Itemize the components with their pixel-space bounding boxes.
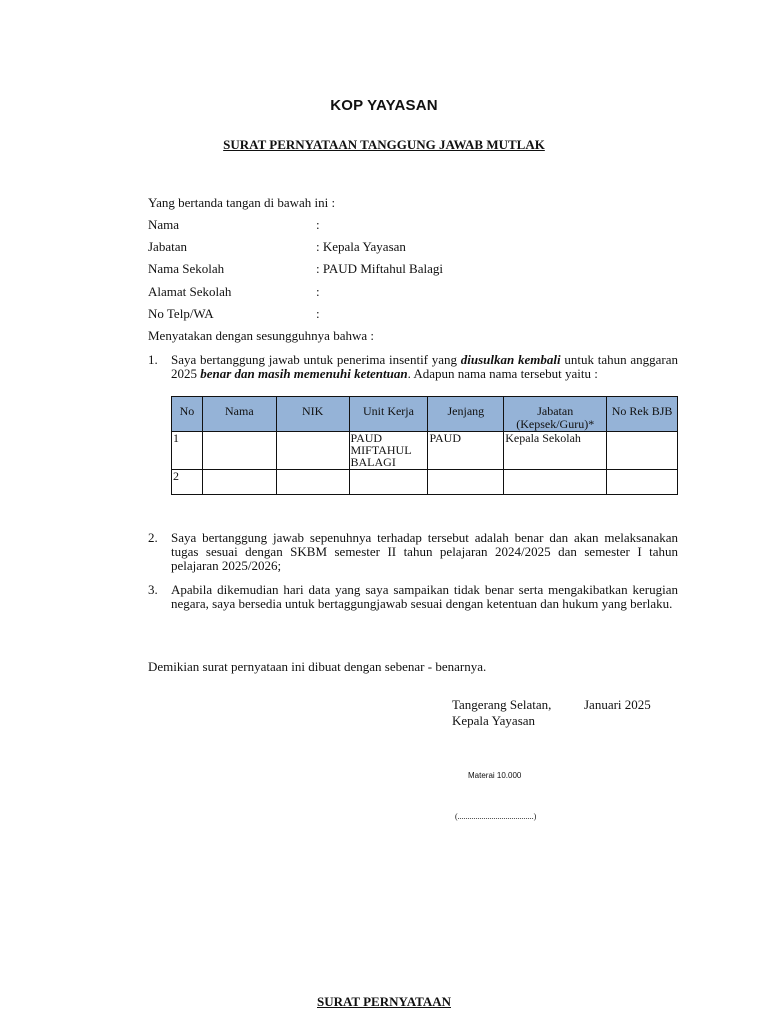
statement-item-1 [148, 353, 678, 395]
statement-item-3 [148, 583, 678, 625]
text-segment: untuk tahun anggaran 2025 [171, 352, 678, 381]
text-segment: Saya bertanggung jawab untuk penerima insentif yang [171, 352, 461, 367]
table-row [172, 470, 678, 495]
field-label-nama: Nama [148, 217, 180, 232]
column-header: No Rek BJB [607, 397, 678, 432]
materai-label: Materai 10.000 [468, 771, 522, 780]
field-value-nama: : [316, 217, 320, 232]
signature-name-placeholder: (......................................) [455, 812, 537, 821]
penerima-insentif-table [171, 396, 678, 495]
emphasis-text: diusulkan kembali [460, 352, 561, 367]
document-title: SURAT PERNYATAAN TANGGUNG JAWAB MUTLAK [223, 137, 545, 152]
column-header: No [172, 397, 203, 432]
intro-text: Yang bertanda tangan di bawah ini : [148, 195, 336, 210]
table-cell [607, 470, 678, 495]
item-number: 2. [148, 530, 158, 545]
closing-statement: Demikian surat pernyataan ini dibuat dengan sebenar - benarnya. [148, 659, 487, 674]
table-cell: 1 [172, 432, 203, 470]
table-cell [276, 432, 349, 470]
field-value-jabatan: : Kepala Yayasan [316, 239, 406, 254]
item-number: 1. [148, 352, 158, 367]
column-header: Jabatan (Kepsek/Guru)* [504, 397, 607, 432]
column-header: Unit Kerja [349, 397, 428, 432]
signature-date: Januari 2025 [584, 697, 651, 712]
signature-place: Tangerang Selatan, [452, 697, 552, 712]
column-header: Nama [202, 397, 276, 432]
next-page-title: SURAT PERNYATAAN [317, 994, 451, 1009]
table-cell [349, 470, 428, 495]
item-number: 3. [148, 582, 158, 597]
column-header: Jenjang [428, 397, 504, 432]
field-label-jabatan: Jabatan [148, 239, 187, 254]
declaration-text: Menyatakan dengan sesungguhnya bahwa : [148, 328, 374, 343]
table-cell [607, 432, 678, 470]
table-row [172, 432, 678, 470]
table-cell: 2 [172, 470, 203, 495]
field-value-alamat-sekolah: : [316, 284, 320, 299]
column-header: NIK [276, 397, 349, 432]
field-value-no-telp: : [316, 306, 320, 321]
table-cell: Kepala Sekolah [504, 432, 607, 470]
table-header-row [172, 397, 678, 432]
table-cell [504, 470, 607, 495]
item-text: Saya bertanggung jawab sepenuhnya terhadap tersebut adalah benar dan akan melaksanakan tugas sesuai dengan SKBM semester II tahun pelajaran 2024/2025 dan semester I tahun pelajaran 2025/2026; [171, 530, 678, 573]
table-cell [202, 432, 276, 470]
item-text: Apabila dikemudian hari data yang saya sampaikan tidak benar serta mengakibatkan kerugian negara, saya bersedia untuk bertaggungjawab sesuai dengan ketentuan dan hukum yang berlaku. [171, 582, 678, 611]
text-segment: . Adapun nama nama tersebut yaitu : [407, 366, 598, 381]
table-cell: PAUD [428, 432, 504, 470]
field-label-nama-sekolah: Nama Sekolah [148, 261, 225, 276]
field-label-alamat-sekolah: Alamat Sekolah [148, 284, 232, 299]
field-value-nama-sekolah: : PAUD Miftahul Balagi [316, 261, 443, 276]
table-cell [428, 470, 504, 495]
table-cell: PAUD MIFTAHUL BALAGI [349, 432, 428, 470]
signature-role: Kepala Yayasan [452, 713, 536, 728]
table-cell [202, 470, 276, 495]
field-label-no-telp: No Telp/WA [148, 306, 214, 321]
kop-yayasan-heading: KOP YAYASAN [330, 97, 438, 114]
statement-item-2 [148, 531, 678, 573]
emphasis-text: benar dan masih memenuhi ketentuan [200, 366, 408, 381]
item-text [171, 353, 678, 381]
table-cell [276, 470, 349, 495]
